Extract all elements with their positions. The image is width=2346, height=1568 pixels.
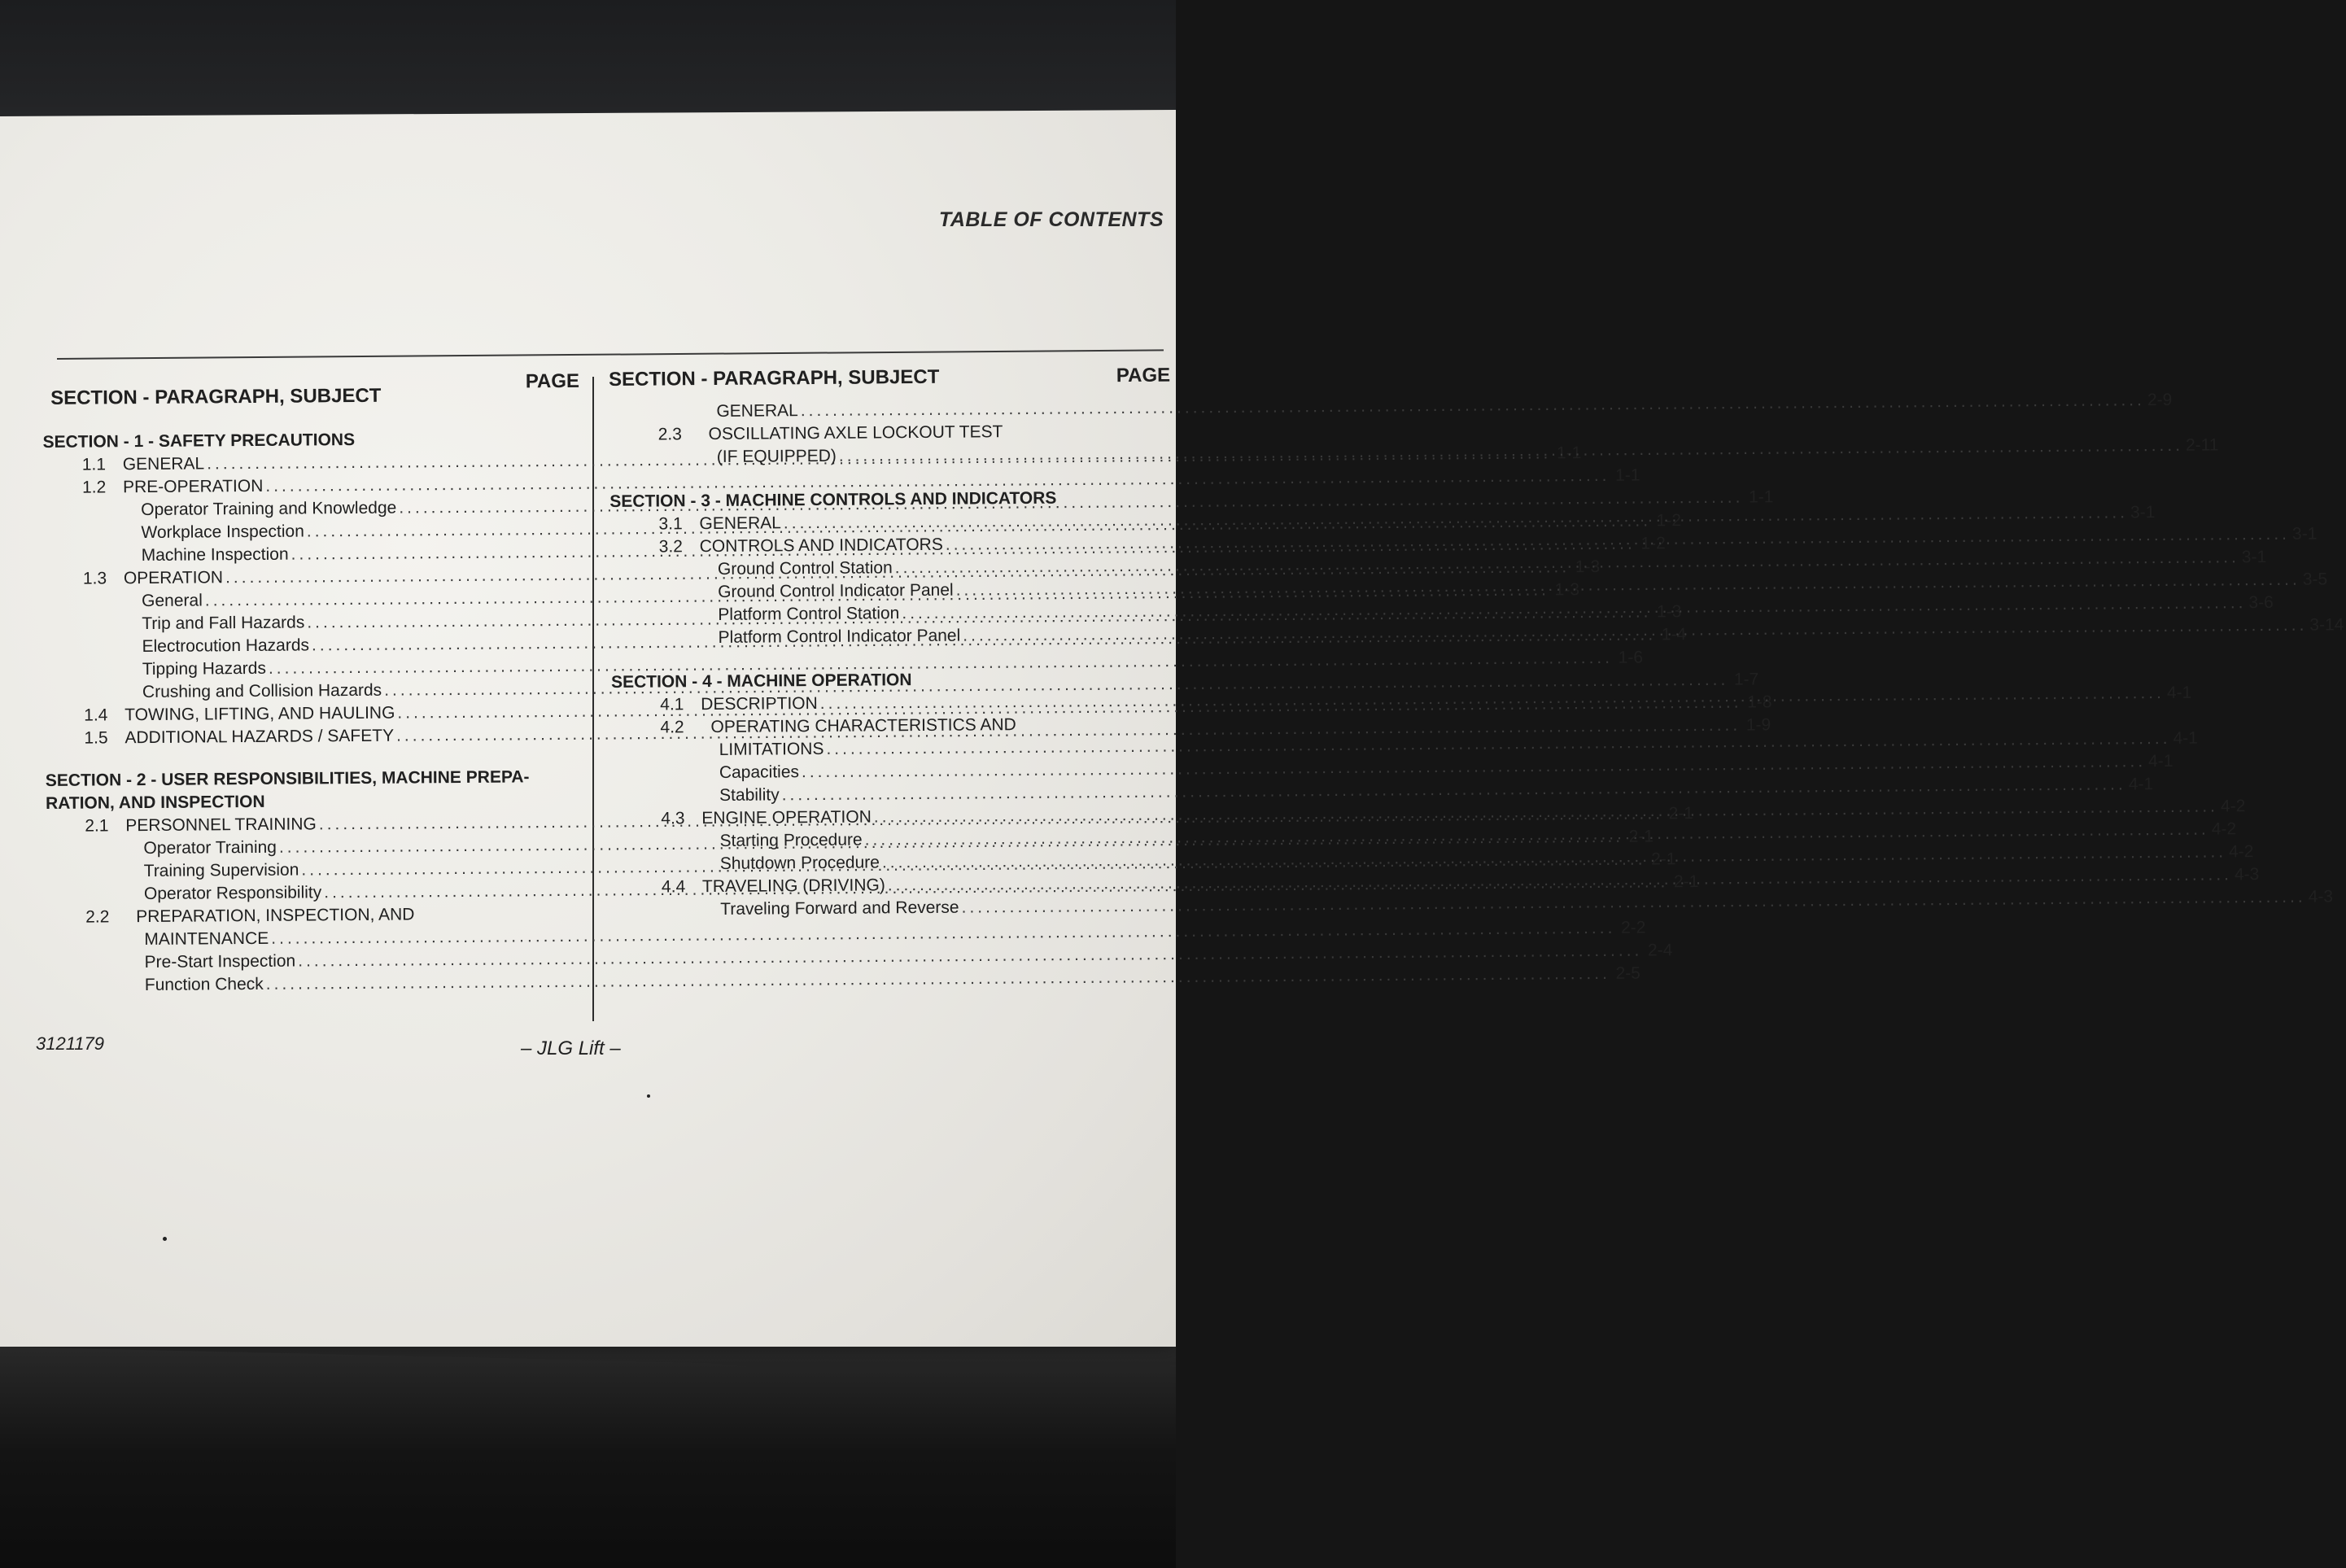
entry-page: 4-3 (2234, 865, 2260, 884)
entry-title: Machine Inspection (141, 544, 289, 566)
toc-entry (609, 435, 2219, 469)
entry-page: 2-11 (2185, 435, 2219, 455)
entry-title: Shutdown Procedure (719, 853, 880, 873)
entry-number: 1.2 (81, 478, 107, 497)
entry-title: TOWING, LIFTING, AND HAULING (125, 703, 395, 725)
entry-page: 1-8 (1747, 692, 1772, 712)
entry-number (77, 697, 142, 698)
entry-title: Operator Training and Knowledge (141, 498, 397, 520)
entry-page: 4-1 (2128, 775, 2154, 794)
entry-number (653, 620, 718, 621)
entry-page: 1-1 (1556, 443, 1582, 463)
entry-title: Function Check (144, 974, 264, 995)
entry-page: 4-1 (2166, 683, 2192, 702)
entry-number (77, 652, 142, 653)
section-2-title (46, 766, 583, 815)
entry-number (76, 606, 142, 607)
entry-title: Capacities (719, 762, 800, 782)
entry-title: OPERATION (123, 568, 224, 588)
entry-title: Crushing and Collision Hazards (142, 680, 382, 702)
section-1-title: SECTION - 1 - SAFETY PRECAUTIONS (42, 430, 356, 452)
entry-title: Ground Control Station (717, 558, 893, 579)
entry-page: 4-1 (2148, 751, 2173, 771)
entry-number: 1.4 (84, 705, 108, 725)
entry-page: 4-2 (2211, 819, 2237, 839)
entry-title: Tipping Hazards (142, 658, 266, 679)
entry-title: Electrocution Hazards (142, 635, 310, 657)
document-number: 3121179 (36, 1033, 105, 1054)
entry-number (654, 778, 719, 779)
entry-page: 2-1 (1651, 850, 1676, 869)
entry-number: 1.5 (84, 728, 108, 748)
entry-title: PERSONNEL TRAINING (125, 815, 317, 836)
entry-page: 1-3 (1656, 602, 1682, 622)
entry-title: LIMITATIONS (719, 739, 824, 759)
entry-number (79, 876, 144, 877)
entry-number (653, 643, 719, 644)
entry-title: DESCRIPTION (701, 693, 818, 714)
entry-title: Pre-Start Inspection (144, 951, 296, 972)
entry-title: Training Supervision (143, 860, 299, 881)
entry-page: 4-3 (2308, 887, 2334, 906)
entry-number: 2.1 (85, 816, 109, 836)
entry-page: 2-1 (1668, 804, 1694, 823)
entry-title: TRAVELING (DRIVING) (701, 876, 885, 897)
entry-title: Traveling Forward and Reverse (720, 898, 959, 919)
background-bottom (0, 1334, 1176, 1568)
entry-title: OSCILLATING AXLE LOCKOUT TEST (708, 422, 1003, 444)
entry-page: 2-4 (1647, 941, 1673, 960)
entry-page: 3-6 (2248, 592, 2274, 613)
entry-number (655, 869, 720, 870)
entry-page: 1-7 (1733, 670, 1759, 689)
entry-page: 1-1 (1748, 487, 1774, 507)
entry-page: 1-1 (1615, 465, 1640, 485)
entry-title: Trip and Fall Hazards (142, 613, 305, 634)
entry-title: Ground Control Indicator Panel (718, 580, 954, 601)
entry-number: 4.1 (660, 695, 684, 714)
paper-speck (647, 1094, 650, 1098)
entry-number (79, 945, 144, 946)
page-title: TABLE OF CONTENTS (938, 208, 1164, 231)
entry-title: GENERAL (716, 401, 798, 421)
column-header (42, 369, 580, 415)
entry-page: 3-1 (2241, 548, 2267, 567)
entry-number: 1.3 (82, 569, 107, 588)
entry-number (652, 462, 717, 463)
toc-entry (47, 963, 1640, 998)
entry-title: Operator Responsibility (143, 883, 322, 904)
toc-entry (609, 390, 2173, 424)
entry-number (655, 846, 720, 847)
entry-number (76, 629, 142, 630)
entry-title: ENGINE OPERATION (701, 807, 872, 828)
entry-page: 2-1 (1628, 827, 1654, 846)
entry-number: 2.3 (657, 425, 682, 444)
subject-label: SECTION - PARAGRAPH, SUBJECT (50, 384, 382, 409)
entry-page: 4-2 (2228, 842, 2254, 862)
entry-page: 3-1 (2291, 524, 2318, 544)
entry-title: MAINTENANCE (144, 928, 269, 950)
section-3-title: SECTION - 3 - MACHINE CONTROLS AND INDICATORS (609, 488, 1057, 511)
header-rule (57, 349, 1164, 360)
entry-title: Platform Control Indicator Panel (718, 626, 961, 647)
paper-speck (163, 1237, 167, 1241)
entry-page: 1-6 (1618, 648, 1644, 667)
entry-number: 1.1 (81, 455, 107, 474)
entry-title: Stability (719, 785, 780, 805)
entry-page: 2-2 (1620, 918, 1646, 937)
entry-title: Workplace Inspection (141, 522, 304, 543)
entry-number: 3.2 (658, 537, 684, 557)
column-header (609, 365, 1178, 401)
entry-title: (IF EQUIPPED) (716, 446, 837, 466)
entry-page: 2-9 (2147, 390, 2173, 410)
page-label: PAGE (1116, 364, 1171, 387)
entry-title: Starting Procedure (719, 830, 863, 850)
entry-title: PREPARATION, INSPECTION, AND (136, 905, 415, 927)
entry-number: 2.2 (85, 907, 110, 927)
dot-leader (1019, 729, 1163, 730)
entry-number (76, 538, 142, 539)
entry-title: CONTROLS AND INDICATORS (699, 535, 943, 557)
entry-title: PRE-OPERATION (122, 476, 264, 497)
entry-page: 1-2 (1640, 534, 1666, 553)
entry-number (76, 515, 141, 516)
footer-brand: – JLG Lift – (521, 1037, 621, 1059)
entry-title: Platform Control Station (718, 604, 900, 624)
entry-page: 4-1 (2173, 728, 2199, 748)
entry-number (653, 574, 718, 575)
entry-number (79, 899, 144, 900)
entry-title: ADDITIONAL HAZARDS / SAFETY (125, 726, 395, 748)
section-2-title-line1: SECTION - 2 - USER RESPONSIBILITIES, MACHINE PREPA- (45, 767, 530, 790)
entry-page: 2-1 (1673, 872, 1699, 892)
entry-page: 4-2 (2220, 797, 2246, 816)
entry-page: 1-3 (1554, 580, 1580, 600)
entry-number (653, 597, 718, 598)
entry-number: 4.2 (660, 718, 684, 737)
section-2-title-line2: RATION, AND INSPECTION (45, 792, 265, 813)
entry-number (654, 755, 719, 756)
entry-page: 1-2 (1656, 511, 1682, 531)
entry-title: GENERAL (699, 513, 781, 534)
entry-number: 3.1 (658, 514, 683, 534)
entry-page: 3-5 (2302, 570, 2328, 589)
page-label: PAGE (525, 369, 580, 393)
entry-number (80, 967, 145, 968)
entry-number: 4.3 (661, 809, 685, 828)
entry-title: GENERAL (122, 454, 205, 474)
entry-title: Operator Training (143, 837, 277, 858)
toc-entry (610, 615, 2344, 649)
section-2-continued-entries (609, 390, 2219, 470)
entry-page: 1-9 (1745, 715, 1772, 735)
entry-number (80, 990, 145, 991)
subject-label: SECTION - PARAGRAPH, SUBJECT (609, 365, 940, 391)
entry-page: 1-4 (1661, 625, 1687, 644)
dot-leader (1005, 436, 1160, 437)
entry-page: 1-3 (1575, 557, 1601, 577)
entry-title: General (142, 591, 203, 611)
entry-number: 4.4 (661, 877, 686, 897)
section-4-title: SECTION - 4 - MACHINE OPERATION (610, 670, 912, 692)
entry-title: OPERATING CHARACTERISTICS AND (710, 715, 1016, 737)
entry-page: 2-5 (1615, 963, 1640, 983)
entry-page: 3-1 (2130, 503, 2156, 522)
entry-page: 3-14 (2309, 615, 2344, 635)
